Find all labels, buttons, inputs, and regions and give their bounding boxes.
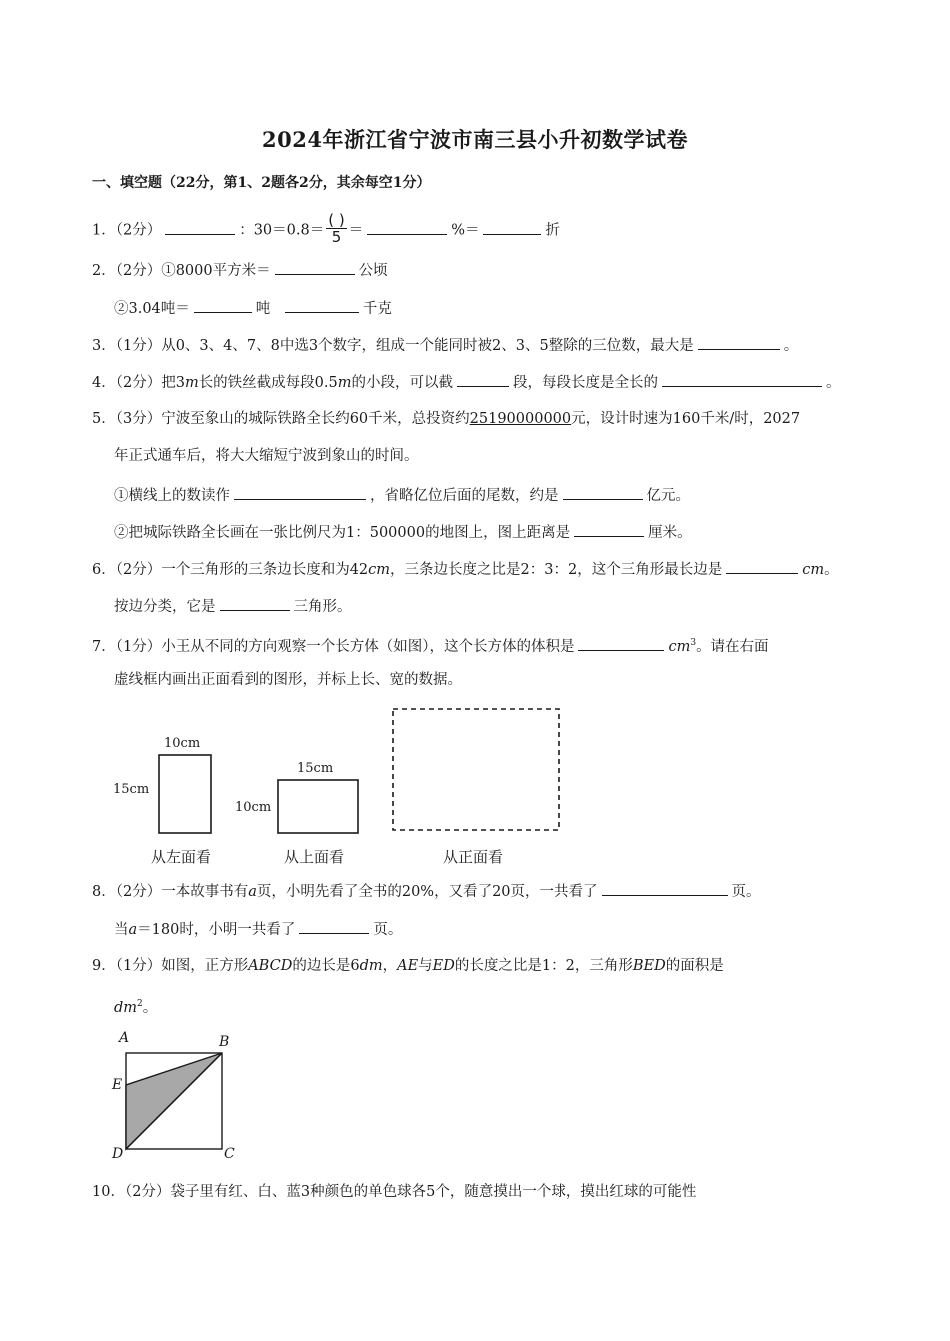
left-view-height-label: 15cm [113,782,150,797]
question-5-line-2: 年正式通车后，将大大缩短宁波到象山的时间。 [114,448,419,464]
question-8-line-2: 当a＝180时，小明一共看了 页。 [114,918,402,940]
question-9-line-1: 9．（1分）如图，正方形ABCD的边长是6dm，AE与ED的长度之比是1：2，三角形BED的面积是 [92,958,724,974]
question-9-line-2: $dm^2$。 [114,999,158,1016]
top-view-caption: 从上面看 [284,848,345,866]
section-heading: 一、填空题（22分，第1、2题各2分，其余每空1分） [92,175,431,191]
left-view-caption: 从左面看 [151,848,212,866]
vertex-e-label: E [112,1077,123,1093]
question-4: 4．（2分）把3m长的铁丝截成每段0.5m的小段，可以截 段，每段长度是全长的 。 [92,371,841,393]
question-10: 10．（2分）袋子里有红、白、蓝3种颜色的单色球各5个，随意摸出一个球，摸出红球的可能性 [92,1184,697,1200]
question-3: 3．（1分）从0、3、4、7、8中选3个数字，组成一个能同时被2、3、5整除的三位数，最大是 。 [92,334,798,356]
question-5-line-4: ②把城际铁路全长画在一张比例尺为1：500000的地图上，图上距离是 厘米。 [114,521,692,543]
page-title: 2024年浙江省宁波市南三县小升初数学试卷 [262,127,688,152]
question-5-line-3: ①横线上的数读作 ，省略亿位后面的尾数，约是 亿元。 [114,484,690,506]
question-6-line-1: 6．（2分）一个三角形的三条边长度和为42cm，三条边长度之比是2：3：2，这个三角形最长边是 cm。 [92,558,839,580]
vertex-c-label: C [224,1146,235,1162]
question-2-line-2: ②3.04吨＝ 吨 千克 [114,297,392,319]
left-view-width-label: 10cm [164,736,201,751]
question-2-line-1: 2．（2分）①8000平方米＝ 公顷 [92,259,388,281]
top-view-width-label: 10cm [235,800,272,815]
vertex-a-label: A [119,1030,130,1046]
vertex-b-label: B [219,1034,230,1050]
question-5-line-1: 5．（3分）宁波至象山的城际铁路全长约60千米，总投资约25190000000元，设计时速为160千米/时，2027 [92,411,801,427]
question-1: 1．（2分） ：30＝0.8＝ $\frac{( )}{5}$ ＝ %＝ 折 [92,211,560,246]
question-7-line-1: 7．（1分）小王从不同的方向观察一个长方体（如图），这个长方体的体积是 $cm^3$。请在右面 [92,633,769,657]
top-view-length-label: 15cm [297,761,334,776]
question-6-line-2: 按边分类，它是 三角形。 [114,595,352,617]
front-view-caption: 从正面看 [443,848,504,866]
question-8-line-1: 8．（2分）一本故事书有a页，小明先看了全书的20%，又看了20页，一共看了 页。 [92,880,761,902]
question-7-line-2: 虚线框内画出正面看到的图形，并标上长、宽的数据。 [114,672,462,688]
vertex-d-label: D [112,1146,124,1162]
fraction: $\frac{( )}{5}$ [328,211,345,246]
